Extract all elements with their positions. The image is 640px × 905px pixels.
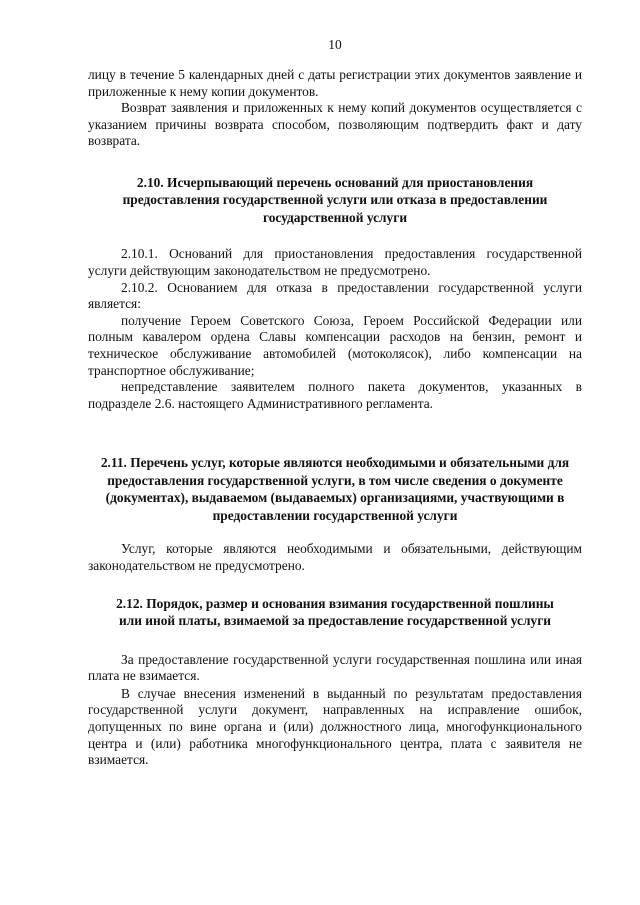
- paragraph: непредставление заявителем полного пакета документов, указанных в подразделе 2.6. настоящего Административного регламента.: [88, 379, 582, 411]
- paragraph: Возврат заявления и приложенных к нему копий документов осуществляется с указанием причины возврата способом, позволяющим подтвердить факт и дату возврата.: [88, 100, 582, 149]
- page-number: 10: [328, 37, 342, 52]
- paragraph: получение Героем Советского Союза, Героем Российской Федерации или полным кавалером ордена Славы компенсации расходов на бензин, ремонт и техническое обслуживание автомобилей (мотоколясок), либо компенсации на транспортное обслуживание;: [88, 312, 582, 378]
- paragraph: Услуг, которые являются необходимыми и обязательными, действующим законодательством не предусмотрено.: [88, 541, 582, 573]
- paragraph: лицу в течение 5 календарных дней с даты регистрации этих документов заявление и приложенные к нему копии документов.: [88, 67, 582, 99]
- paragraph: 2.10.1. Оснований для приостановления предоставления государственной услуги действующим законодательством не предусмотрено.: [88, 246, 582, 279]
- section-heading-2-10: 2.10. Исчерпывающий перечень оснований для приостановления предоставления государственной услуги или отказа в предоставлении государственной услуги: [122, 174, 548, 225]
- section-heading-2-12: 2.12. Порядок, размер и основания взимания государственной пошлины или иной платы, взимаемой за предоставление государственной услуги: [116, 595, 554, 629]
- paragraph: 2.10.2. Основанием для отказа в предоставлении государственной услуги является:: [88, 279, 582, 312]
- paragraph: За предоставление государственной услуги государственная пошлина или иная плата не взимается.: [88, 651, 582, 684]
- section-heading-2-11: 2.11. Перечень услуг, которые являются необходимыми и обязательными для предоставления государственной услуги, в том числе сведения о документе (документах), выдаваемом (выдаваемых) организациями, участвующими в предоставлении государственной услуги: [100, 455, 570, 523]
- paragraph: В случае внесения изменений в выданный по результатам предоставления государственной услуги документ, направленных на исправление ошибок, допущенных по вине органа и (или) должностного лица, многофункционального центра и (или) работника многофункционального центра, плата с заявителя не взимается.: [88, 685, 582, 768]
